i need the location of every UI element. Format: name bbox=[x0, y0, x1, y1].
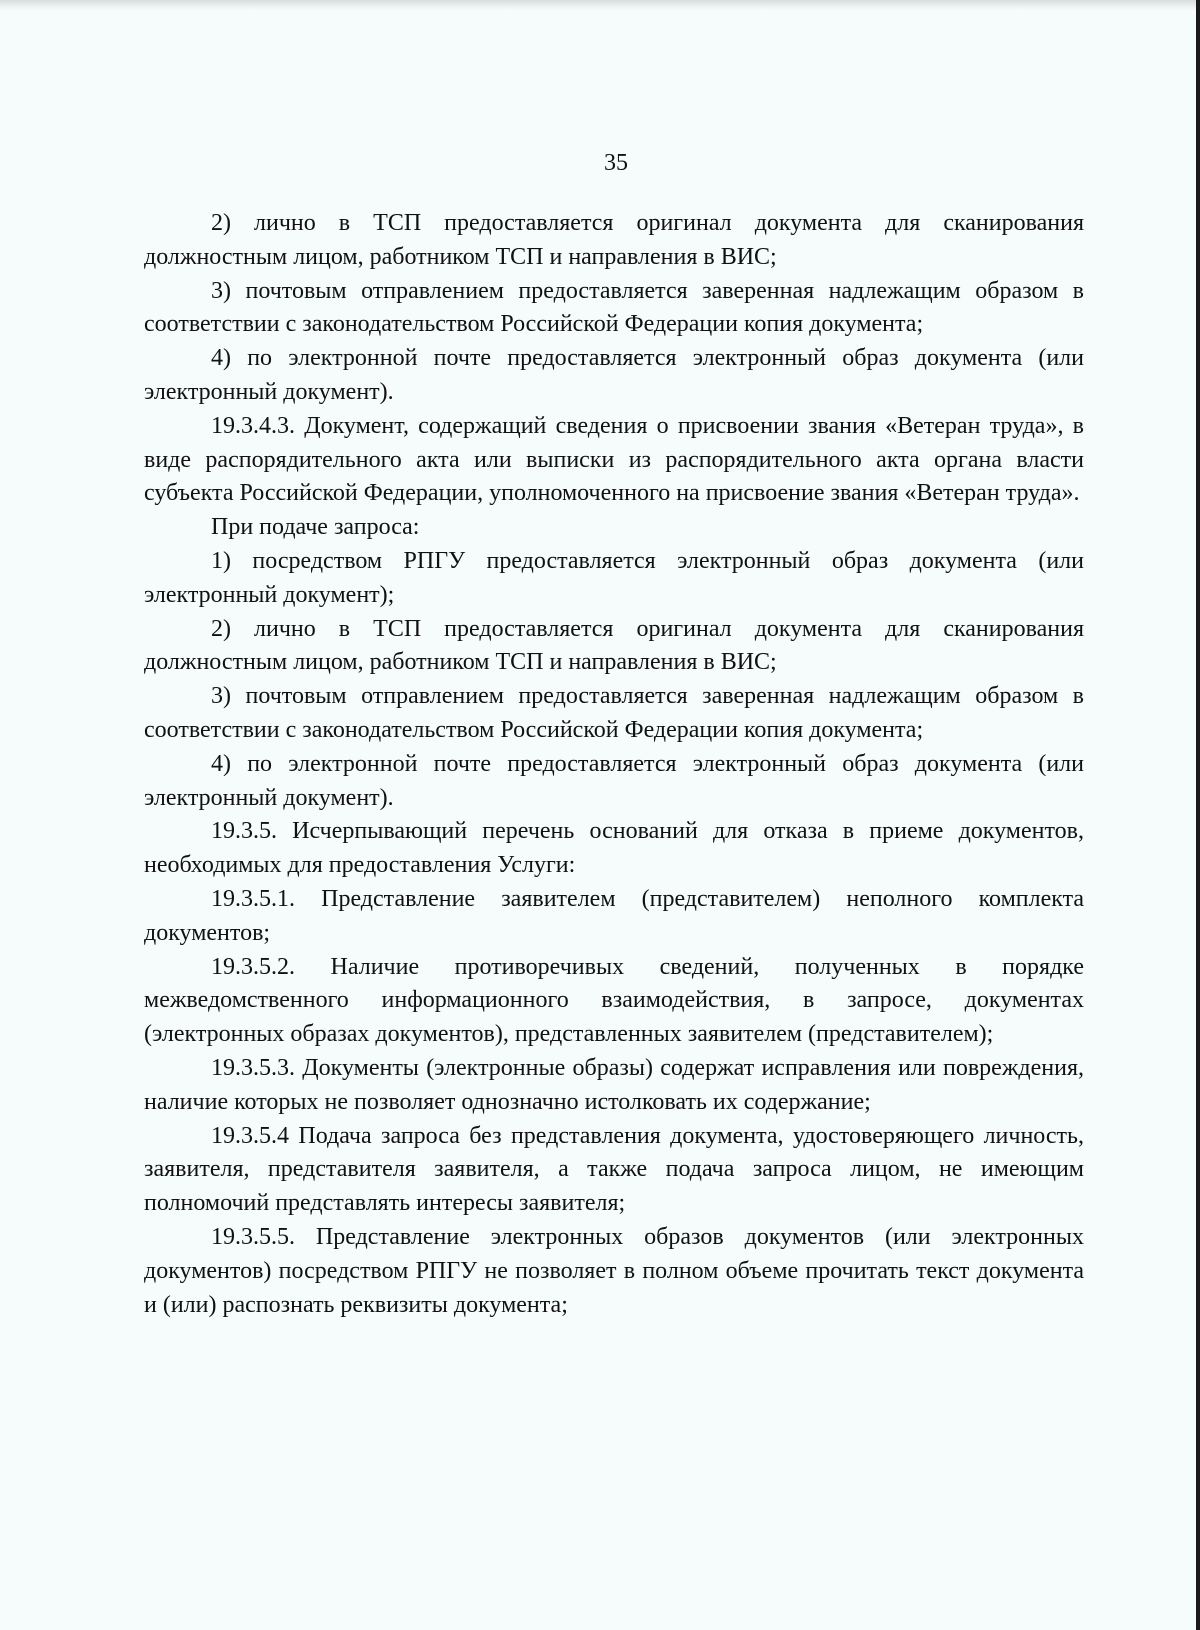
paragraph: 19.3.5.4 Подача запроса без представления документа, удостоверяющего личность, заявителя, представителя заявителя, а также подача запроса лицом, не имеющим полномочий представлять интересы заявителя; bbox=[144, 1122, 1084, 1217]
paragraph: 19.3.5.2. Наличие противоречивых сведений, полученных в порядке межведомственного информационного взаимодействия, в запросе, документах (электронных образах документов), представленных заявителем (представителем); bbox=[144, 953, 1084, 1048]
paragraph: 19.3.5.1. Представление заявителем (представителем) неполного комплекта документов; bbox=[144, 885, 1084, 946]
page-number: 35 bbox=[604, 150, 628, 176]
paragraph: 19.3.5.5. Представление электронных образов документов (или электронных документов) посредством РПГУ не позволяет в полном объеме прочитать текст документа и (или) распознать реквизиты документа; bbox=[144, 1223, 1084, 1318]
paragraph: При подаче запроса: bbox=[211, 514, 420, 541]
paragraph: 4) по электронной почте предоставляется электронный образ документа (или электронный документ). bbox=[144, 345, 1084, 405]
paragraph: 19.3.4.3. Документ, содержащий сведения о присвоении звания «Ветеран труда», в виде распорядительного акта или выписки из распорядительного акта органа власти субъекта Российской Федерации, уполномоченного на присвоение звания «Ветеран труда». bbox=[144, 412, 1084, 507]
paragraph: 2) лично в ТСП предоставляется оригинал документа для сканирования должностным лицом, работником ТСП и направления в ВИС; bbox=[144, 210, 1084, 270]
paragraph: 3) почтовым отправлением предоставляется заверенная надлежащим образом в соответствии с законодательством Российской Федерации копия документа; bbox=[144, 683, 1084, 743]
paragraph: 2) лично в ТСП предоставляется оригинал документа для сканирования должностным лицом, работником ТСП и направления в ВИС; bbox=[144, 615, 1084, 676]
scan-top-edge bbox=[0, 0, 1200, 10]
document-body bbox=[144, 207, 1084, 1322]
paragraph: 4) по электронной почте предоставляется электронный образ документа (или электронный документ). bbox=[144, 750, 1084, 811]
paragraph: 3) почтовым отправлением предоставляется заверенная надлежащим образом в соответствии с законодательством Российской Федерации копия документа; bbox=[144, 277, 1084, 338]
paragraph: 19.3.5. Исчерпывающий перечень оснований для отказа в приеме документов, необходимых для предоставления Услуги: bbox=[144, 818, 1084, 879]
scan-right-edge bbox=[1196, 0, 1200, 1630]
paragraph: 19.3.5.3. Документы (электронные образы) содержат исправления или повреждения, наличие которых не позволяет однозначно истолковать их содержание; bbox=[144, 1054, 1084, 1115]
paragraph: 1) посредством РПГУ предоставляется электронный образ документа (или электронный документ); bbox=[144, 547, 1084, 608]
